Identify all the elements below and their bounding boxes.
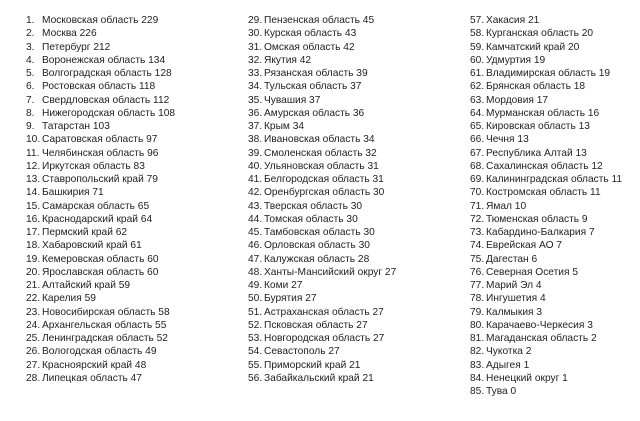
list-item bbox=[470, 239, 622, 252]
list-item bbox=[470, 306, 622, 319]
region-entry: Ярославская область 60 bbox=[42, 266, 159, 278]
rank-number: 38. bbox=[248, 134, 263, 146]
region-entry: Камчатский край 20 bbox=[486, 41, 580, 53]
region-entry: Чувашия 37 bbox=[264, 94, 321, 106]
list-item bbox=[248, 173, 396, 186]
list-item bbox=[26, 226, 175, 239]
rank-number: 41. bbox=[248, 174, 263, 185]
list-item bbox=[26, 67, 175, 80]
region-entry: Ростовская область 118 bbox=[42, 81, 156, 93]
list-item bbox=[470, 80, 622, 93]
rank-number: 73. bbox=[470, 227, 485, 238]
region-entry: Ямал 10 bbox=[486, 200, 527, 212]
region-entry: Севастополь 27 bbox=[264, 346, 340, 358]
rank-number: 9. bbox=[26, 121, 35, 132]
region-entry: Краснодарский край 64 bbox=[42, 213, 153, 225]
list-item bbox=[470, 186, 622, 199]
region-entry: Московская область 229 bbox=[42, 15, 159, 26]
region-entry: Вологодская область 49 bbox=[42, 346, 157, 358]
list-item bbox=[248, 27, 396, 40]
list-item bbox=[470, 14, 622, 27]
rank-number: 39. bbox=[248, 147, 263, 159]
region-entry: Тверская область 30 bbox=[264, 200, 363, 212]
region-entry: Пензенская область 45 bbox=[264, 15, 375, 26]
region-entry: Москва 226 bbox=[42, 28, 97, 40]
rank-number: 17. bbox=[26, 227, 41, 238]
list-item bbox=[470, 226, 622, 239]
list-item bbox=[470, 147, 622, 160]
region-entry: Дагестан 6 bbox=[486, 253, 538, 265]
region-entry: Мурманская область 16 bbox=[486, 107, 600, 119]
region-entry: Ленинградская область 52 bbox=[42, 333, 168, 344]
region-entry: Республика Алтай 13 bbox=[486, 147, 587, 159]
rank-number: 72. bbox=[470, 213, 485, 225]
column-2 bbox=[248, 14, 396, 385]
region-entry: Нижегородская область 108 bbox=[42, 107, 176, 119]
rank-number: 75. bbox=[470, 253, 485, 265]
rank-number: 16. bbox=[26, 213, 41, 225]
rank-number: 8. bbox=[26, 107, 35, 119]
list-item bbox=[248, 54, 396, 67]
rank-number: 69. bbox=[470, 174, 485, 185]
rank-number: 53. bbox=[248, 333, 263, 344]
region-entry: Самарская область 65 bbox=[42, 200, 150, 212]
rank-number: 82. bbox=[470, 346, 485, 358]
region-entry: Астраханская область 27 bbox=[264, 306, 384, 318]
rank-number: 44. bbox=[248, 213, 263, 225]
rank-number: 48. bbox=[248, 266, 263, 278]
region-entry: Томская область 30 bbox=[264, 213, 358, 225]
region-entry: Кемеровская область 60 bbox=[42, 253, 159, 265]
region-entry: Ульяновская область 31 bbox=[264, 160, 379, 172]
region-entry: Тюменская область 9 bbox=[486, 213, 588, 225]
region-entry: Калмыкия 3 bbox=[486, 306, 543, 318]
list-item bbox=[248, 107, 396, 120]
rank-number: 70. bbox=[470, 187, 485, 199]
region-entry: Якутия 42 bbox=[264, 54, 312, 66]
region-entry: Хакасия 21 bbox=[486, 15, 540, 26]
rank-number: 49. bbox=[248, 280, 263, 291]
list-item bbox=[26, 27, 175, 40]
region-entry: Кировская область 13 bbox=[486, 121, 590, 132]
list-item bbox=[470, 266, 622, 279]
list-item bbox=[26, 147, 175, 160]
region-entry: Тульская область 37 bbox=[264, 81, 362, 93]
rank-number: 84. bbox=[470, 372, 485, 384]
list-item bbox=[470, 94, 622, 107]
list-item bbox=[470, 213, 622, 226]
rank-number: 5. bbox=[26, 68, 35, 79]
rank-number: 7. bbox=[26, 94, 35, 106]
region-entry: Пермский край 62 bbox=[42, 227, 128, 238]
rank-number: 12. bbox=[26, 160, 41, 172]
region-entry: Марий Эл 4 bbox=[486, 280, 542, 291]
list-item bbox=[248, 147, 396, 160]
region-entry: Алтайский край 59 bbox=[42, 280, 131, 291]
region-entry: Хабаровский край 61 bbox=[42, 240, 142, 252]
rank-number: 46. bbox=[248, 240, 263, 252]
list-item bbox=[248, 213, 396, 226]
region-entry: Башкирия 71 bbox=[42, 187, 104, 199]
rank-number: 61. bbox=[470, 68, 485, 79]
region-entry: Забайкальский край 21 bbox=[264, 372, 374, 384]
region-entry: Крым 34 bbox=[264, 121, 305, 132]
region-entry: Чукотка 2 bbox=[486, 346, 532, 358]
region-entry: Магаданская область 2 bbox=[486, 333, 597, 344]
list-item bbox=[26, 173, 175, 186]
region-entry: Смоленская область 32 bbox=[264, 147, 377, 159]
region-entry: Еврейская АО 7 bbox=[486, 240, 563, 252]
rank-number: 79. bbox=[470, 306, 485, 318]
region-entry: Новгородская область 27 bbox=[264, 333, 385, 344]
rank-number: 85. bbox=[470, 386, 485, 397]
region-entry: Тамбовская область 30 bbox=[264, 227, 375, 238]
list-item bbox=[26, 372, 175, 385]
list-item bbox=[248, 41, 396, 54]
rank-number: 19. bbox=[26, 253, 41, 265]
rank-number: 21. bbox=[26, 280, 41, 291]
rank-number: 29. bbox=[248, 15, 263, 26]
region-entry: Волгоградская область 128 bbox=[42, 68, 172, 79]
rank-number: 50. bbox=[248, 293, 263, 305]
rank-number: 67. bbox=[470, 147, 485, 159]
rank-number: 13. bbox=[26, 174, 41, 185]
region-entry: Воронежская область 134 bbox=[42, 54, 166, 66]
rank-number: 51. bbox=[248, 306, 263, 318]
rank-number: 26. bbox=[26, 346, 41, 358]
list-item bbox=[26, 332, 175, 345]
region-entry: Курганская область 20 bbox=[486, 28, 594, 40]
region-entry: Татарстан 103 bbox=[42, 121, 110, 132]
region-entry: Свердловская область 112 bbox=[42, 94, 170, 106]
list-item bbox=[470, 41, 622, 54]
rank-number: 40. bbox=[248, 160, 263, 172]
region-entry: Ставропольский край 79 bbox=[42, 174, 158, 185]
rank-number: 74. bbox=[470, 240, 485, 252]
list-item bbox=[26, 80, 175, 93]
region-entry: Ненецкий округ 1 bbox=[486, 372, 568, 384]
rank-number: 60. bbox=[470, 54, 485, 66]
list-item bbox=[26, 319, 175, 332]
rank-number: 35. bbox=[248, 94, 263, 106]
list-item bbox=[26, 120, 175, 133]
list-item bbox=[26, 359, 175, 372]
rank-number: 65. bbox=[470, 121, 485, 132]
list-item bbox=[26, 133, 175, 146]
column-3 bbox=[470, 14, 622, 398]
list-item bbox=[248, 266, 396, 279]
list-item bbox=[26, 54, 175, 67]
rank-number: 47. bbox=[248, 253, 263, 265]
region-entry: Челябинская область 96 bbox=[42, 147, 159, 159]
list-item bbox=[470, 332, 622, 345]
rank-number: 81. bbox=[470, 333, 485, 344]
region-entry: Костромская область 11 bbox=[486, 187, 601, 199]
region-entry: Курская область 43 bbox=[264, 28, 357, 40]
rank-number: 18. bbox=[26, 240, 41, 252]
region-entry: Владимирская область 19 bbox=[486, 68, 611, 79]
region-entry: Коми 27 bbox=[264, 280, 303, 291]
rank-number: 20. bbox=[26, 266, 41, 278]
list-item bbox=[26, 107, 175, 120]
region-entry: Бурятия 27 bbox=[264, 293, 317, 305]
rank-number: 36. bbox=[248, 107, 263, 119]
region-entry: Мордовия 17 bbox=[486, 94, 549, 106]
list-item bbox=[26, 14, 175, 27]
list-item bbox=[470, 133, 622, 146]
region-entry: Ингушетия 4 bbox=[486, 293, 546, 305]
list-item bbox=[470, 253, 622, 266]
list-item bbox=[26, 292, 175, 305]
list-item bbox=[470, 27, 622, 40]
region-entry: Удмуртия 19 bbox=[486, 54, 546, 66]
list-item bbox=[470, 54, 622, 67]
rank-number: 62. bbox=[470, 81, 485, 93]
region-entry: Карачаево-Черкесия 3 bbox=[486, 319, 593, 331]
list-item bbox=[248, 359, 396, 372]
list-item bbox=[26, 41, 175, 54]
region-entry: Ивановская область 34 bbox=[264, 134, 375, 146]
list-item bbox=[470, 345, 622, 358]
list-item bbox=[248, 345, 396, 358]
list-item bbox=[470, 173, 622, 186]
list-item bbox=[470, 200, 622, 213]
list-item bbox=[470, 279, 622, 292]
region-entry: Рязанская область 39 bbox=[264, 68, 368, 79]
rank-number: 14. bbox=[26, 187, 41, 199]
list-item bbox=[248, 372, 396, 385]
rank-number: 76. bbox=[470, 266, 485, 278]
rank-number: 27. bbox=[26, 359, 41, 371]
list-item bbox=[470, 292, 622, 305]
rank-number: 3. bbox=[26, 41, 35, 53]
rank-number: 1. bbox=[26, 15, 35, 26]
rank-number: 42. bbox=[248, 187, 263, 199]
region-entry: Иркутская область 83 bbox=[42, 160, 145, 172]
list-item bbox=[248, 279, 396, 292]
list-item bbox=[26, 200, 175, 213]
rank-number: 32. bbox=[248, 54, 263, 66]
rank-number: 80. bbox=[470, 319, 485, 331]
rank-number: 4. bbox=[26, 54, 35, 66]
list-item bbox=[470, 67, 622, 80]
rank-number: 64. bbox=[470, 107, 485, 119]
list-item bbox=[248, 80, 396, 93]
rank-number: 58. bbox=[470, 28, 485, 40]
region-entry: Орловская область 30 bbox=[264, 240, 370, 252]
rank-number: 77. bbox=[470, 280, 485, 291]
rank-number: 59. bbox=[470, 41, 485, 53]
rank-number: 15. bbox=[26, 200, 41, 212]
rank-number: 56. bbox=[248, 372, 263, 384]
list-item bbox=[248, 292, 396, 305]
region-entry: Приморский край 21 bbox=[264, 359, 361, 371]
region-entry: Красноярский край 48 bbox=[42, 359, 147, 371]
column-1 bbox=[26, 14, 175, 385]
list-item bbox=[26, 253, 175, 266]
region-entry: Липецкая область 47 bbox=[42, 372, 142, 384]
rank-number: 52. bbox=[248, 319, 263, 331]
rank-number: 34. bbox=[248, 81, 263, 93]
region-entry: Омская область 42 bbox=[264, 41, 355, 53]
list-item bbox=[248, 14, 396, 27]
list-item bbox=[248, 306, 396, 319]
rank-number: 25. bbox=[26, 333, 41, 344]
list-item bbox=[248, 186, 396, 199]
region-entry: Карелия 59 bbox=[42, 293, 96, 305]
list-item bbox=[248, 160, 396, 173]
rank-number: 66. bbox=[470, 134, 485, 146]
region-entry: Калужская область 28 bbox=[264, 253, 370, 265]
rank-number: 10. bbox=[26, 134, 41, 146]
list-item bbox=[470, 372, 622, 385]
rank-number: 45. bbox=[248, 227, 263, 238]
list-item bbox=[470, 160, 622, 173]
rank-number: 71. bbox=[470, 200, 485, 212]
list-item bbox=[26, 160, 175, 173]
rank-number: 57. bbox=[470, 15, 485, 26]
region-entry: Архангельская область 55 bbox=[42, 319, 167, 331]
list-item bbox=[26, 306, 175, 319]
rank-number: 31. bbox=[248, 41, 263, 53]
list-item bbox=[26, 186, 175, 199]
list-item bbox=[470, 359, 622, 372]
rank-number: 23. bbox=[26, 306, 41, 318]
region-entry: Адыгея 1 bbox=[486, 359, 530, 371]
rank-number: 33. bbox=[248, 68, 263, 79]
rank-number: 43. bbox=[248, 200, 263, 212]
region-entry: Сахалинская область 12 bbox=[486, 160, 603, 172]
rank-number: 28. bbox=[26, 372, 41, 384]
list-item bbox=[26, 345, 175, 358]
list-item bbox=[26, 213, 175, 226]
list-item bbox=[26, 279, 175, 292]
list-item bbox=[248, 200, 396, 213]
region-entry: Тува 0 bbox=[486, 386, 517, 397]
region-entry: Псковская область 27 bbox=[264, 319, 368, 331]
rank-number: 78. bbox=[470, 293, 485, 305]
region-entry: Чечня 13 bbox=[486, 134, 529, 146]
list-item bbox=[248, 332, 396, 345]
rank-number: 55. bbox=[248, 359, 263, 371]
list-item bbox=[248, 226, 396, 239]
list-item bbox=[26, 239, 175, 252]
region-entry: Ханты-Мансийский округ 27 bbox=[264, 266, 397, 278]
rank-number: 24. bbox=[26, 319, 41, 331]
rank-number: 11. bbox=[26, 147, 40, 159]
list-item bbox=[248, 120, 396, 133]
region-entry: Петербург 212 bbox=[42, 41, 111, 53]
rank-number: 6. bbox=[26, 81, 35, 93]
list-item bbox=[248, 133, 396, 146]
rank-number: 2. bbox=[26, 28, 35, 40]
list-item bbox=[248, 319, 396, 332]
rank-number: 22. bbox=[26, 293, 41, 305]
region-entry: Калининградская область 11 bbox=[486, 174, 623, 185]
list-item bbox=[248, 239, 396, 252]
rank-number: 83. bbox=[470, 359, 485, 371]
list-item bbox=[248, 67, 396, 80]
rank-number: 37. bbox=[248, 121, 263, 132]
rank-number: 63. bbox=[470, 94, 485, 106]
list-item bbox=[248, 253, 396, 266]
list-item bbox=[470, 319, 622, 332]
region-entry: Северная Осетия 5 bbox=[486, 266, 579, 278]
region-entry: Саратовская область 97 bbox=[42, 134, 158, 146]
region-entry: Белгородская область 31 bbox=[264, 174, 384, 185]
rank-number: 30. bbox=[248, 28, 263, 40]
region-entry: Оренбургская область 30 bbox=[264, 187, 385, 199]
list-item bbox=[470, 107, 622, 120]
list-item bbox=[470, 385, 622, 398]
region-entry: Кабардино-Балкария 7 bbox=[486, 227, 595, 238]
rank-number: 54. bbox=[248, 346, 263, 358]
list-item bbox=[26, 266, 175, 279]
region-entry: Новосибирская область 58 bbox=[42, 306, 170, 318]
list-item bbox=[470, 120, 622, 133]
list-item bbox=[248, 94, 396, 107]
list-item bbox=[26, 94, 175, 107]
region-entry: Амурская область 36 bbox=[264, 107, 365, 119]
region-entry: Брянская область 18 bbox=[486, 81, 586, 93]
rank-number: 68. bbox=[470, 160, 485, 172]
